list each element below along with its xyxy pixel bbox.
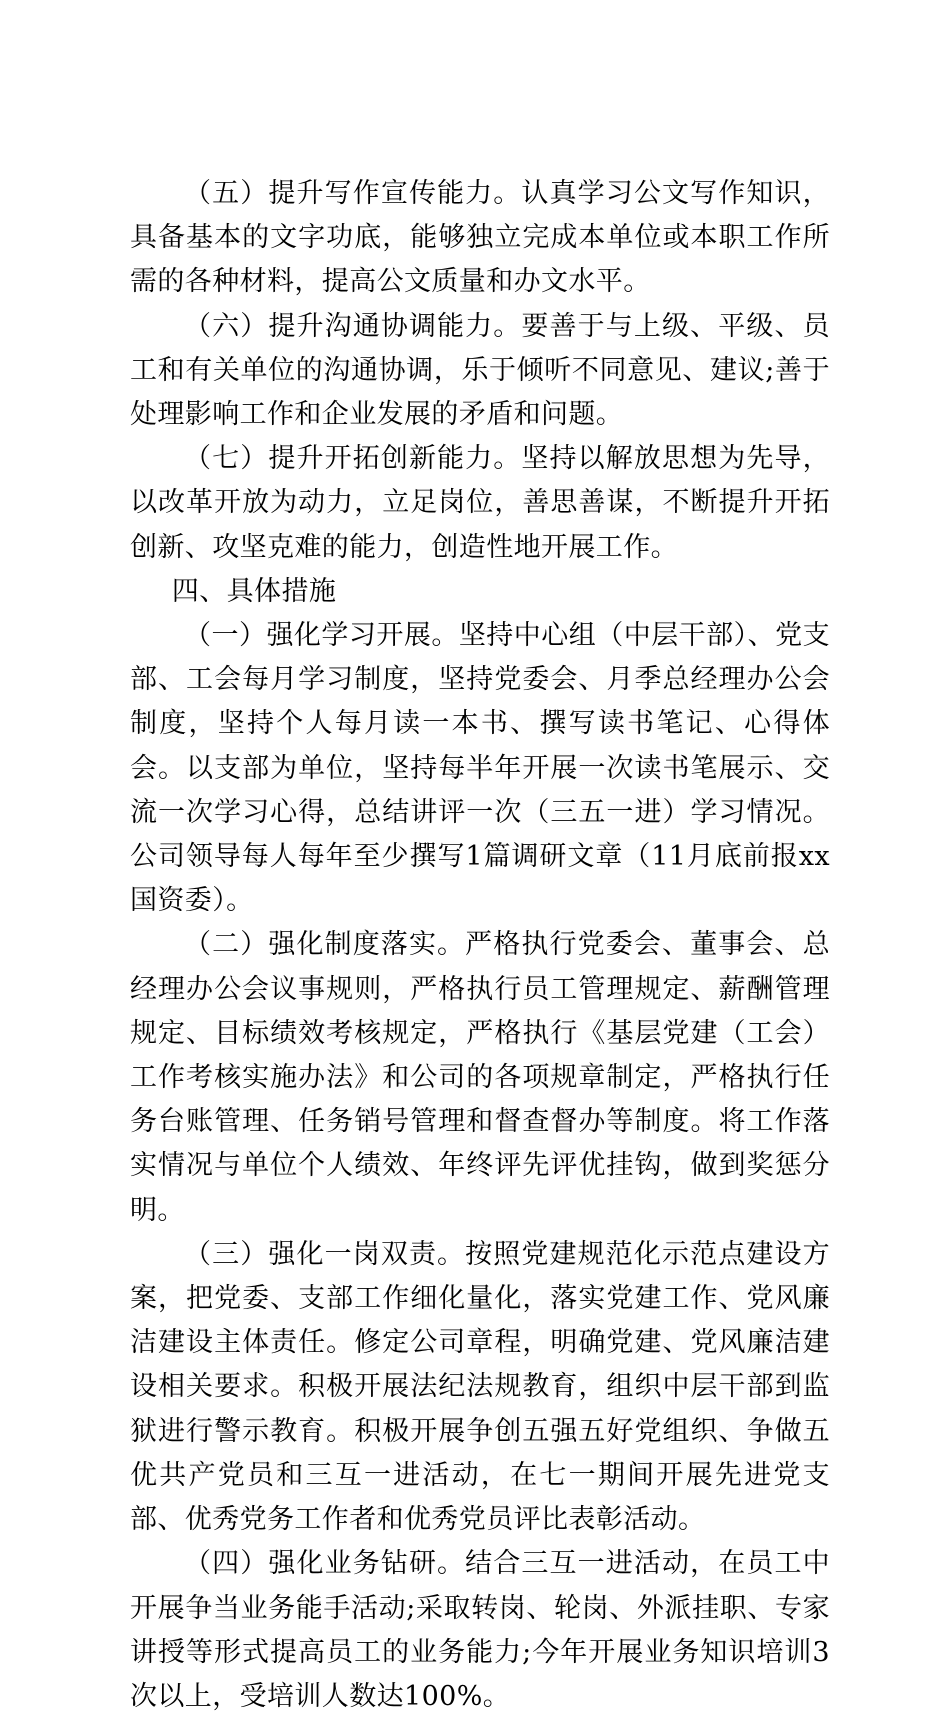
measure-business-study: （四）强化业务钻研。结合三互一进活动，在员工中开展争当业务能手活动;采取转岗、轮岗、外派挂职、专家讲授等形式提高员工的业务能力;今年开展业务知识培训3次以上，受培训人数达100%。	[130, 1548, 830, 1712]
paragraph-communication-ability: （六）提升沟通协调能力。要善于与上级、平级、员工和有关单位的沟通协调，乐于倾听不同意见、建议;善于处理影响工作和企业发展的矛盾和问题。	[130, 310, 830, 431]
paragraph-innovation-ability: （七）提升开拓创新能力。坚持以解放思想为先导，以改革开放为动力，立足岗位，善思善谋，不断提升开拓创新、攻坚克难的能力，创造性地开展工作。	[130, 443, 830, 563]
measure-study: （一）强化学习开展。坚持中心组（中层干部）、党支部、工会每月学习制度，坚持党委会、月季总经理办公会制度，坚持个人每月读一本书、撰写读书笔记、心得体会。以支部为单位，坚持每半年开展一次读书笔展示、交流一次学习心得，总结讲评一次（三五一进）学习情况。公司领导每人每年至少撰写1篇调研文章（11月底前报xx国资委）。	[130, 620, 830, 917]
measure-system-implementation: （二）强化制度落实。严格执行党委会、董事会、总经理办公会议事规则，严格执行员工管理规定、薪酬管理规定、目标绩效考核规定，严格执行《基层党建（工会）工作考核实施办法》和公司的各项规章制定，严格执行任务台账管理、任务销号管理和督查督办等制度。将工作落实情况与单位个人绩效、年终评先评优挂钩，做到奖惩分明。	[130, 929, 830, 1226]
measure-dual-responsibility: （三）强化一岗双责。按照党建规范化示范点建设方案，把党委、支部工作细化量化，落实党建工作、党风廉洁建设主体责任。修定公司章程，明确党建、党风廉洁建设相关要求。积极开展法纪法规教育，组织中层干部到监狱进行警示教育。积极开展争创五强五好党组织、争做五优共产党员和三互一进活动，在七一期间开展先进党支部、优秀党务工作者和优秀党员评比表彰活动。	[130, 1238, 830, 1536]
document-body	[130, 172, 830, 1719]
paragraph-writing-ability: （五）提升写作宣传能力。认真学习公文写作知识，具备基本的文字功底，能够独立完成本单位或本职工作所需的各种材料，提高公文质量和办文水平。	[130, 178, 830, 298]
section-heading: 四、具体措施	[171, 575, 337, 607]
